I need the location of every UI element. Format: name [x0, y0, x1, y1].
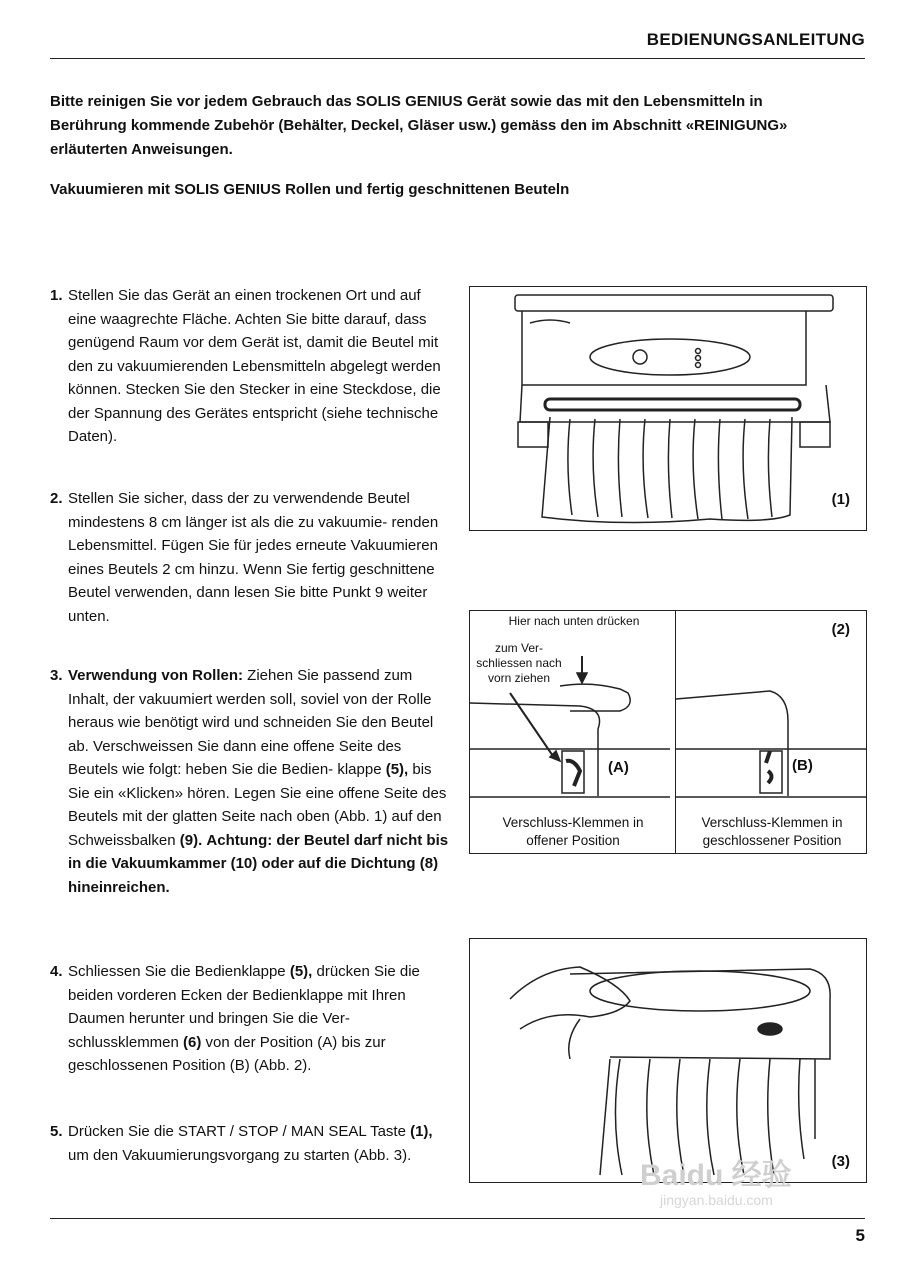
step-text: Stellen Sie das Gerät an einen trockenen Ort und auf eine waagrechte Fläche. Achten Sie bitte darauf, dass genügend Raum vor dem Gerät ist, damit die Beutel mit den zu vakuumierenden Lebensmitteln abgelegt werden können. Stecken Sie den Stecker in eine Steckdose, die der Spannung des Gerätes entspricht (siehe technische Daten).: [68, 287, 441, 445]
step-text-part: Schliessen Sie die Bedienklappe: [68, 963, 290, 980]
step-text: [68, 1120, 450, 1167]
step-text: Stellen Sie sicher, dass der zu verwendende Beutel mindestens 8 cm länger ist als die zu vakuumie- renden Lebensmittel. Fügen Sie für jedes erneute Vakuumieren eines Beutels 2 cm hinzu. Wenn Sie fertig geschnittene Beutel verwenden, dann lesen Sie bitte Punkt 9 weiter unten.: [68, 490, 439, 625]
part-ref: (5),: [289, 963, 313, 980]
vacuum-sealer-closed-illustration: [470, 939, 866, 1182]
step-text-part: bis Sie ein «Klicken» hören. Legen Sie eine offene Seite des Beutels mit der glatten Seite nach oben (Abb. 1) auf den Schweissbalken: [68, 761, 447, 849]
caption-open-position: Verschluss-Klemmen in offener Position: [502, 815, 644, 848]
step-number: 3.: [50, 667, 63, 684]
step-text: [68, 960, 450, 1078]
step-number: 5.: [50, 1123, 63, 1140]
figure-label: (2): [831, 621, 850, 638]
watermark-logo: Baidu 经验: [640, 1159, 792, 1192]
section-heading: Vakuumieren mit SOLIS GENIUS Rollen und fertig geschnittenen Beuteln: [50, 181, 570, 198]
step-1: [50, 284, 450, 449]
intro-paragraph: Bitte reinigen Sie vor jedem Gebrauch das SOLIS GENIUS Gerät sowie das mit den Lebensmitteln in Berührung kommende Zubehör (Behälter, Deckel, Gläser usw.) gemäss den im Abschnitt «REINIGUNG» erläuterten Anweisungen.: [50, 93, 788, 158]
step-number: 4.: [50, 963, 63, 980]
step-2: [50, 487, 450, 628]
step-text-part: um den Vakuumierungsvorgang zu starten (Abb. 3).: [68, 1146, 412, 1164]
step-5: [50, 1120, 450, 1167]
instruction-pull-forward: zum Ver- schliessen nach vorn ziehen: [476, 641, 562, 685]
caption-closed-position: Verschluss-Klemmen in geschlossener Position: [701, 815, 843, 848]
step-text-part: drücken Sie die beiden vorderen Ecken der Bedienklappe mit Ihren Daumen herunter und bringen Sie die Ver- schlussklemmen: [68, 963, 420, 1051]
figure-3: [469, 938, 867, 1183]
step-number: 1.: [50, 287, 63, 304]
page-header: BEDIENUNGSANLEITUNG: [646, 30, 865, 49]
part-ref: (5),: [385, 761, 409, 778]
step-text: [68, 664, 450, 899]
footer-rule: [50, 1218, 865, 1219]
instruction-press-down: Hier nach unten drücken: [508, 614, 640, 628]
step-text-part: von der Position (A) bis zur geschlossenen Position (B) (Abb. 2).: [68, 1033, 386, 1074]
part-ref: (6): [183, 1033, 202, 1051]
step-4: [50, 960, 450, 1078]
figure-2: [469, 610, 867, 854]
figure-label: (1): [831, 491, 850, 508]
step-text-part: Drücken Sie die START / STOP / MAN SEAL Taste: [68, 1123, 411, 1140]
watermark-url: jingyan.baidu.com: [660, 1192, 773, 1208]
position-a-label: (A): [608, 759, 629, 776]
page-number: 5: [855, 1226, 865, 1245]
step-text-part: Ziehen Sie passend zum Inhalt, der vakuumiert werden soll, soviel von der Rolle heraus wie benötigt wird und schneiden Sie den Beutel ab. Verschweissen Sie dann eine offene Seite des Beutels wie folgt: heben Sie die Bedien- klappe: [68, 667, 434, 778]
part-ref: (9).: [179, 831, 203, 849]
warning-text: Achtung: der Beutel darf nicht bis in die Vakuumkammer (10) oder auf die Dichtung (8) hineinreichen.: [68, 831, 449, 896]
position-b-label: (B): [792, 757, 813, 774]
step-lead: Verwendung von Rollen:: [68, 667, 244, 684]
step-3: [50, 664, 450, 899]
figure-label: (3): [831, 1153, 850, 1170]
step-number: 2.: [50, 490, 63, 507]
part-ref: (1),: [410, 1123, 433, 1140]
figure-1: [469, 286, 867, 531]
vacuum-sealer-open-illustration: [470, 287, 866, 530]
header-rule: [50, 58, 865, 59]
